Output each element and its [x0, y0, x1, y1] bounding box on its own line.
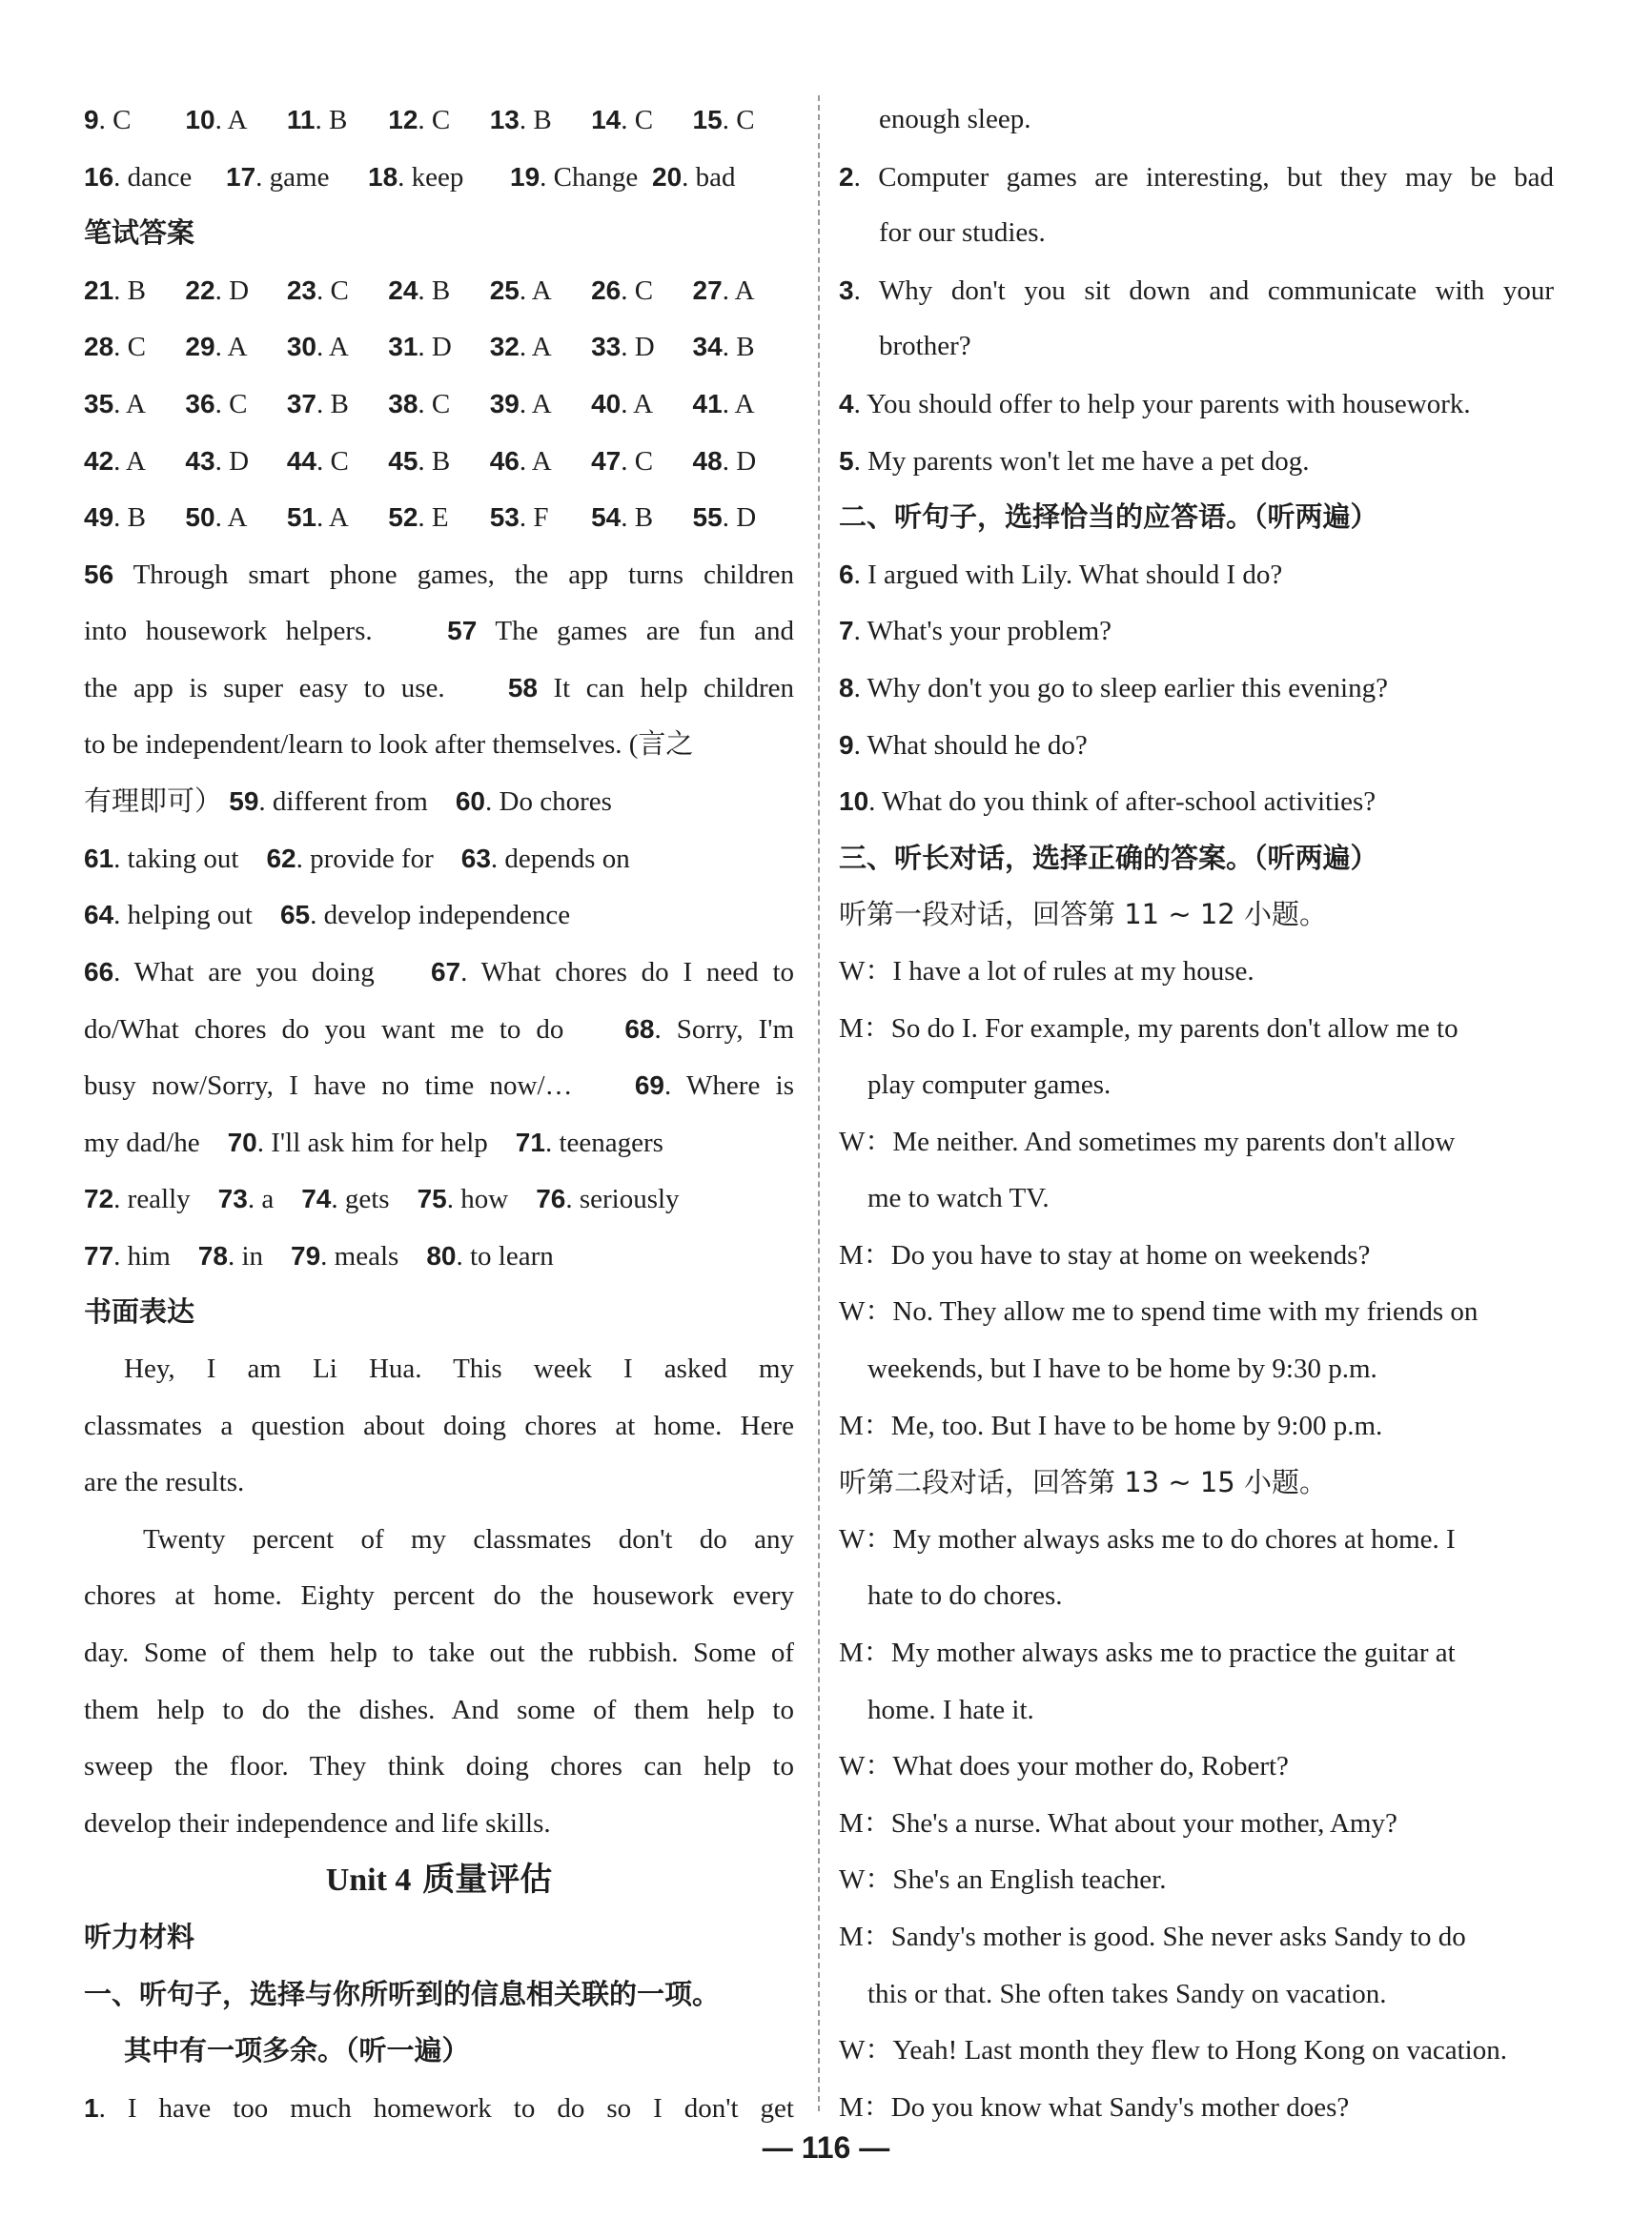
answer-item: 11. B [286, 105, 348, 135]
answer-item: 48. D [692, 445, 757, 477]
speaker-label: M： [839, 2091, 891, 2123]
answer-58-cont: to be independent/learn to look after themselves. (言之 [84, 728, 694, 760]
essay-line: Hey, I am Li Hua. This week I asked my [124, 1354, 794, 1385]
dialogue-line: weekends, but I have to be home by 9:30 p.m. [867, 1354, 1377, 1385]
dialogue-line: W：My mother always asks me to do chores at home. I [839, 1523, 1456, 1555]
answer-row [84, 376, 794, 433]
answer-item: 16. dance [84, 161, 193, 193]
answer-item: 20. bad [652, 161, 736, 193]
answer-item: 29. A [185, 332, 248, 363]
answer-item: 49. B [84, 502, 146, 534]
answer-item: 28. C [84, 332, 146, 363]
dialogue1-intro: 听第一段对话，回答第 11 ~ 12 小题。 [839, 898, 1327, 931]
answer-item: 14. C [591, 105, 654, 135]
speaker-label: M： [839, 1012, 891, 1044]
answer-item: 30. A [286, 332, 349, 363]
left-column [84, 92, 794, 2136]
answer-item: 32. A [489, 332, 552, 363]
answer-row [84, 262, 794, 319]
question-8: 8. Why don't you go to sleep earlier this evening? [839, 672, 1388, 703]
answer-item: 26. C [591, 275, 654, 306]
answer-row [84, 318, 794, 376]
answer-item: 19. Change [510, 161, 639, 193]
answer-item: 21. B [84, 275, 146, 306]
question-4: 4. You should offer to help your parents with housework. [839, 388, 1471, 419]
answer-item: 37. B [286, 388, 349, 419]
answer-59-60: 有理即可） 59. different from 60. Do chores [84, 784, 612, 818]
speaker-label: M： [839, 1638, 891, 1669]
answer-item: 42. A [84, 445, 146, 477]
answer-item: 34. B [692, 332, 755, 363]
question-7: 7. What's your problem? [839, 616, 1112, 647]
answer-item: 15. C [692, 105, 755, 135]
dialogue-line: M：Sandy's mother is good. She never asks Sandy to do [839, 1922, 1466, 1952]
essay-line: develop their independence and life skills. [84, 1807, 551, 1839]
part1-instruction-cont: 其中有一项多余。（听一遍） [124, 2034, 470, 2067]
answer-item: 40. A [591, 388, 654, 419]
answer-item: 54. B [591, 502, 654, 534]
question-3-cont: brother? [879, 331, 971, 362]
answer-68-69: busy now/Sorry, I have no time now/… 69. Where is [84, 1070, 794, 1102]
answer-item: 36. C [185, 388, 248, 419]
listening-heading: 听力材料 [84, 1921, 195, 1953]
dialogue-line: play computer games. [867, 1069, 1112, 1101]
dialogue-line: me to watch TV. [867, 1183, 1050, 1214]
answer-row-72-76: 72. really 73. a 74. gets 75. how 76. seriously [84, 1184, 680, 1215]
answer-item: 39. A [489, 388, 552, 419]
question-1-cont: enough sleep. [879, 104, 1031, 134]
speaker-label: W： [839, 1864, 893, 1896]
answer-item: 27. A [692, 275, 755, 306]
dialogue-line: M：So do I. For example, my parents don't allow me to [839, 1012, 1458, 1044]
answer-item: 13. B [489, 105, 552, 135]
speaker-label: W： [839, 1296, 893, 1328]
written-answers-heading: 笔试答案 [84, 216, 195, 250]
dialogue-line: M：Me, too. But I have to be home by 9:00 p.m. [839, 1410, 1383, 1441]
question-3: 3. Why don't you sit down and communicate with your [839, 275, 1554, 306]
answer-item: 55. D [692, 502, 757, 534]
essay-line: classmates a question about doing chores at home. Here [84, 1410, 794, 1441]
dialogue-line: W：Me neither. And sometimes my parents don't allow [839, 1126, 1456, 1157]
dialogue-line: home. I hate it. [867, 1694, 1034, 1725]
answer-item: 10. A [185, 105, 248, 135]
essay-line: Twenty percent of my classmates don't do any [143, 1523, 794, 1555]
dialogue-line: W：No. They allow me to spend time with my friends on [839, 1296, 1479, 1328]
question-9: 9. What should he do? [839, 729, 1088, 761]
answer-item: 25. A [489, 275, 552, 306]
question-6: 6. I argued with Lily. What should I do? [839, 559, 1283, 590]
answer-item: 17. game [226, 161, 330, 193]
dialogue-line: M：Do you have to stay at home on weekends? [839, 1239, 1371, 1271]
speaker-label: W： [839, 1523, 893, 1555]
answer-64-65: 64. helping out 65. develop independence [84, 900, 571, 931]
answer-66-67: 66. What are you doing 67. What chores do I need to [84, 956, 794, 987]
dialogue-line: W：Yeah! Last month they flew to Hong Kong on vacation. [839, 2035, 1507, 2066]
speaker-label: W： [839, 955, 893, 987]
essay-line: day. Some of them help to take out the rubbish. Some of [84, 1638, 794, 1669]
answer-item: 47. C [591, 445, 654, 477]
part1-instruction: 一、听句子，选择与你所听到的信息相关联的一项。 [84, 1977, 721, 2010]
answer-item: 51. A [286, 502, 349, 534]
answer-item: 52. E [388, 502, 449, 534]
dialogue-line: W：She's an English teacher. [839, 1864, 1167, 1896]
speaker-label: W： [839, 2035, 893, 2066]
question-1: 1. I have too much homework to do so I don't get [84, 2092, 794, 2124]
speaker-label: M： [839, 1410, 891, 1441]
answer-item: 41. A [692, 388, 755, 419]
answer-item: 9. C [84, 105, 132, 135]
page-number: — 116 — [762, 2130, 890, 2165]
answer-67-68: do/What chores do you want me to do 68. Sorry, I'm [84, 1013, 794, 1045]
answer-row-77-80: 77. him 78. in 79. meals 80. to learn [84, 1240, 554, 1272]
dialogue-line: W：What does your mother do, Robert? [839, 1751, 1289, 1782]
answer-item: 31. D [388, 332, 452, 363]
question-2: 2. Computer games are interesting, but they may be bad [839, 161, 1554, 193]
answer-item: 50. A [185, 502, 248, 534]
answer-item: 12. C [388, 105, 451, 135]
dialogue-line: M：My mother always asks me to practice the guitar at [839, 1638, 1456, 1669]
dialogue-line: M：Do you know what Sandy's mother does? [839, 2091, 1350, 2123]
answer-item: 22. D [185, 275, 250, 306]
answer-row-9-15 [84, 92, 794, 149]
right-column [839, 92, 1554, 2136]
answer-row [84, 489, 794, 546]
question-5: 5. My parents won't let me have a pet dog. [839, 445, 1310, 477]
answer-item: 18. keep [368, 161, 464, 193]
answer-item: 53. F [489, 502, 549, 534]
answer-item: 23. C [286, 275, 349, 306]
part3-instruction: 三、听长对话，选择正确的答案。（听两遍） [839, 841, 1378, 874]
column-divider [818, 95, 820, 2111]
essay-line: them help to do the dishes. And some of them help to [84, 1694, 794, 1725]
answer-57: into housework helpers. 57 The games are fun and [84, 616, 794, 647]
answer-row-16-20 [84, 149, 794, 206]
answer-item: 44. C [286, 445, 349, 477]
essay-line: chores at home. Eighty percent do the housework every [84, 1580, 794, 1612]
question-2-cont: for our studies. [879, 217, 1046, 249]
dialogue-line: this or that. She often takes Sandy on vacation. [867, 1978, 1387, 2009]
essay-line: are the results. [84, 1467, 245, 1498]
speaker-label: W： [839, 1751, 893, 1782]
writing-heading: 书面表达 [84, 1295, 195, 1329]
answer-69-71: my dad/he 70. I'll ask him for help 71. teenagers [84, 1127, 663, 1158]
speaker-label: M： [839, 1922, 891, 1952]
dialogue2-intro: 听第二段对话，回答第 13 ~ 15 小题。 [839, 1466, 1327, 1499]
answer-row [84, 433, 794, 490]
answer-56: 56 Through smart phone games, the app turns children [84, 559, 794, 590]
dialogue-line: M：She's a nurse. What about your mother, Amy? [839, 1807, 1397, 1839]
answer-58: the app is super easy to use. 58 It can help children [84, 672, 794, 703]
unit-title: Unit 4 质量评估 [325, 1861, 553, 1900]
answer-item: 45. B [388, 445, 451, 477]
dialogue-line: hate to do chores. [867, 1580, 1063, 1612]
answer-61-63: 61. taking out 62. provide for 63. depends on [84, 843, 630, 874]
speaker-label: W： [839, 1126, 893, 1157]
answer-item: 33. D [591, 332, 655, 363]
answer-item: 46. A [489, 445, 552, 477]
dialogue-line: W：I have a lot of rules at my house. [839, 955, 1254, 987]
answer-item: 43. D [185, 445, 250, 477]
answer-item: 38. C [388, 388, 451, 419]
speaker-label: M： [839, 1239, 891, 1271]
question-10: 10. What do you think of after-school activities? [839, 786, 1377, 818]
speaker-label: M： [839, 1807, 891, 1839]
part2-instruction: 二、听句子，选择恰当的应答语。（听两遍） [839, 500, 1378, 534]
answer-item: 35. A [84, 388, 146, 419]
essay-line: sweep the floor. They think doing chores can help to [84, 1751, 794, 1782]
answer-item: 24. B [388, 275, 451, 306]
